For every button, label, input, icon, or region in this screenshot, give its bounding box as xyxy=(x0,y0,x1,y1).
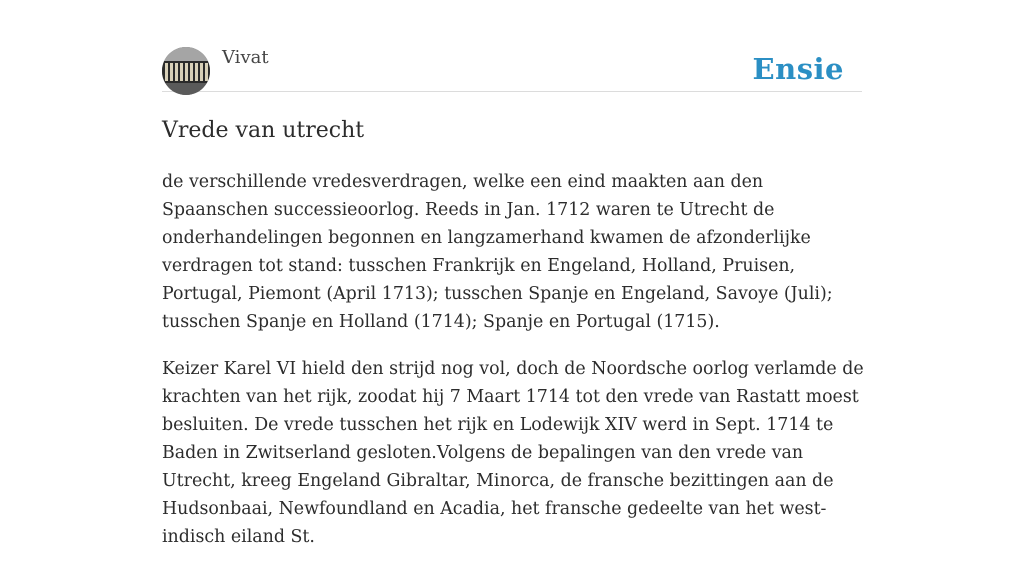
header xyxy=(162,47,862,92)
page-title: Vrede van utrecht xyxy=(162,118,365,143)
brand-logo[interactable]: Ensie xyxy=(752,52,844,86)
paragraph: de verschillende vredesverdragen, welke een eind maakten aan den Spaanschen successieoorlog. Reeds in Jan. 1712 waren te Utrecht de onderhandelingen begonnen en langzamerhand kwamen de afzonderlijke verdragen tot stand: tusschen Frankrijk en Engeland, Holland, Pruisen, Portugal, Piemont (April 1713); tusschen Spanje en Engeland, Savoye (Juli); tusschen Spanje en Holland (1714); Spanje en Portugal (1715). xyxy=(162,172,833,332)
avatar-image xyxy=(162,47,210,95)
author-name[interactable]: Vivat xyxy=(222,47,269,68)
article-body xyxy=(162,168,874,570)
avatar[interactable] xyxy=(162,47,210,95)
paragraph: Keizer Karel VI hield den strijd nog vol, doch de Noordsche oorlog verlamde de krachten van het rijk, zoodat hij 7 Maart 1714 tot den vrede van Rastatt moest besluiten. De vrede tusschen het rijk en Lodewijk XIV werd in Sept. 1714 te Baden in Zwitserland gesloten.Volgens de bepalingen van den vrede van Utrecht, kreeg Engeland Gibraltar, Minorca, de fransche bezittingen aan de Hudsonbaai, Newfoundland en Acadia, het fransche gedeelte van het west-indisch eiland St. xyxy=(162,359,864,547)
